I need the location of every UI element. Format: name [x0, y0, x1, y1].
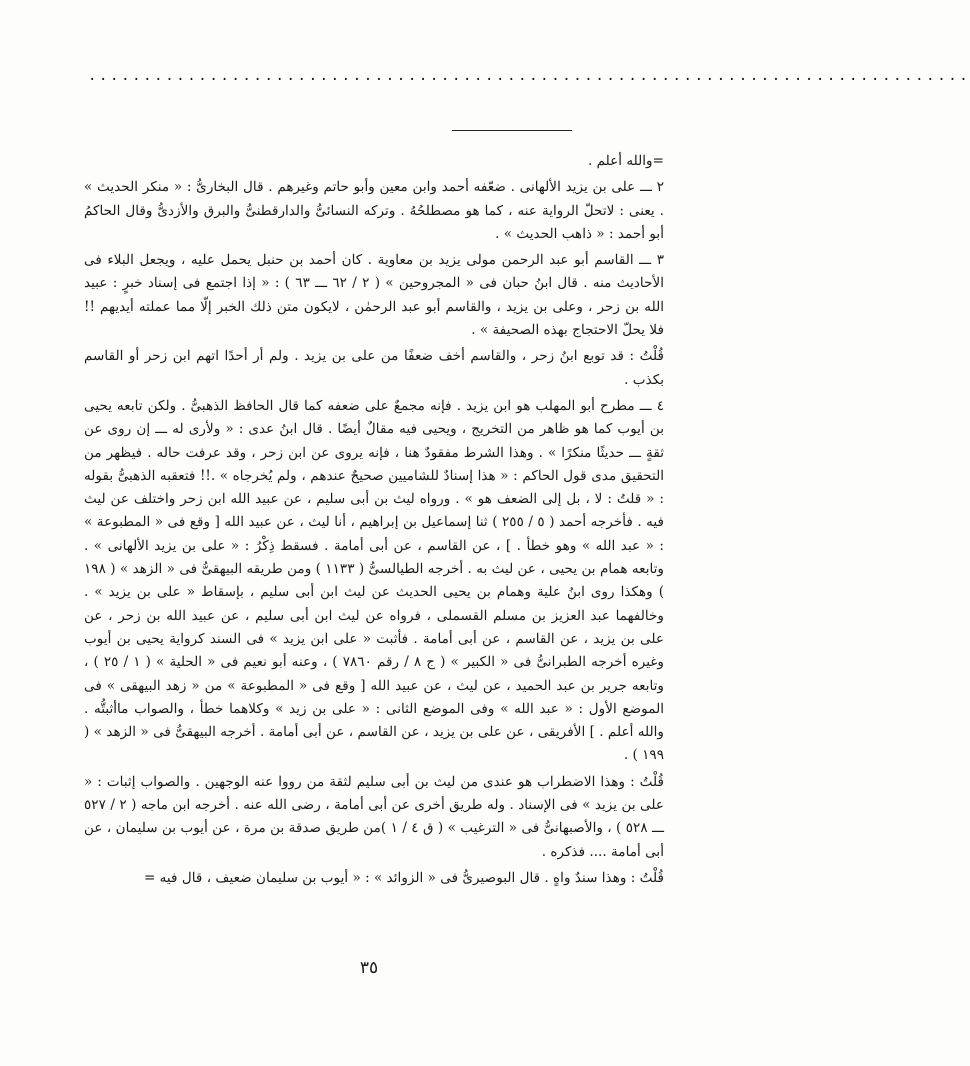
paragraph-narrator-4: ٤ ـــ مطرح أبو المهلب هو ابن يزيد . فإنه مجمعٌ على ضعفه كما قال الحافظ الذهبىُّ . ولكن تابعه يحيى بن أيوب كما هو ظاهر من التخريج ، ويحيى فيه مقالٌ أيضًا . قال ابنُ عدى : « ولأرى له ـــ إن روى عن ثقةٍ ـــ حديثًا منكرًا » . وهذا الشرط مفقودٌ هنا ، فإنه يروى عن ابن زحر ، وقد عرفت حاله . فيظهر من التحقيق مدى قول الحاكم : « هذا إسنادٌ للشاميين صحيحٌ عندهم ، ولم يُخرجاه » .!! فتعقبه الذهبىُّ بقوله : « قلتُ : لا ، بل إلى الضعف هو » . ورواه ليث بن أبى سليم ، عن عبيد الله ابن زحر واختلف عن ليث فيه . فأخرجه أحمد ( ٥ / ٢٥٥ ) ثنا إسماعيل بن إبراهيم ، أنا ليث ، عن عبيد الله [ وقع فى « المطبوعة » : « عبد الله » وهو خطأ . ] ، عن القاسم ، عن أبى أمامة . فسقط ذِكْرُ : « على بن يزيد الألهانى » . وتابعه همام بن يحيى ، عن ليث به . أخرجه الطيالسىُّ ( ١١٣٣ ) ومن طريقه البيهقىُّ فى « الزهد » ( ١٩٨ ) وهكذا روى ابنُ علية وهمام بن يحيى الحديث عن ليث ابن أبى سليم ، بإسقاط « على بن يزيد » . وخالفهما عبد العزيز بن مسلم القسملى ، فرواه عن ليث ابن أبى سليم ، عن عبيد الله بن زحر ، عن على بن يزيد ، عن القاسم ، عن أبى أمامة . فأثبت « على ابن يزيد » فى السند كرواية يحيى بن أيوب وغيره أخرجه الطبرانىُّ فى « الكبير » ( ج ٨ / رقم ٧٨٦٠ ) ، وعنه أبو نعيم فى « الحلية » ( ١ / ٢٥ ) ، وتابعه جرير بن عبد الحميد ، عن ليث ، عن عبيد الله [ وقع فى « المطبوعة » من « زهد البيهقى » فى الموضع الأول : « عبد الله » وفى الموضع الثانى : « على بن زيد » وكلاهما خطأ ، والصواب ماأثبتُّه . والله أعلم . ] الأفريقى ، عن على بن يزيد ، عن القاسم ، عن أبى أمامة . أخرجه البيهقىُّ فى « الزهد » ( ١٩٩ ) .	[84, 397, 665, 764]
dotted-rule: ................................................................................	[88, 68, 970, 84]
paragraph-narrator-3: ٣ ـــ القاسم أبو عبد الرحمن مولى يزيد بن معاوية . كان أحمد بن حنبل يحمل عليه ، ويجعل البلاء فى الأحاديث منه . قال ابنُ حبان فى « المجروحين » ( ٢ / ٦٢ ـــ ٦٣ ) : « إذا اجتمع فى إسناد خبرٍ : عبيد الله بن زحر ، وعلى بن يزيد ، والقاسم أبو عبد الرحمٰن ، لايكون متن ذلك الخبر إلّا مما عملته أيديهم !! فلا يحلّ الاحتجاج بهذه الصحيفة » .	[84, 252, 664, 339]
paragraph-comment-2: قُلْتُ : وهذا الاضطراب هو عندى من ليث بن أبى سليم لثقة من رووا عنه الوجهين . والصواب إثبات : « على بن يزيد » فى الإسناد . وله طريق أخرى عن أبى أمامة ، رضى الله عنه . أخرجه ابن ماجه ( ٢ / ٥٢٧ ـــ ٥٢٨ ) ، والأصبهانىُّ فى « الترغيب » ( ق ٤ / ١ )من طريق صدقة بن مرة ، عن أيوب بن سليمان ، عن أبى أمامة .... فذكره .	[84, 773, 664, 860]
footnote-separator	[452, 130, 572, 131]
paragraph-continuation: =والله أعلم .	[587, 153, 664, 169]
paragraph-narrator-2: ٢ ـــ على بن يزيد الألهانى . ضعّفه أحمد وابن معين وأبو حاتم وغيرهم . قال البخارىُّ : « منكر الحديث » . يعنى : لاتحلّ الرواية عنه ، كما هو مصطلحُهُ . وتركه النسائىُّ والدارقطنىُّ والبرق والأزدىُّ وقال الحاكمُ أبو أحمد : « ذاهب الحديث » .	[84, 179, 664, 242]
paragraph-comment-3: قُلْتُ : وهذا سندٌ واهٍ . قال البوصيرىُّ فى « الزوائد » : « أيوب بن سليمان ضعيف ، قال فيه =	[143, 869, 664, 886]
page-body	[84, 150, 664, 890]
page-number: ٣٥	[359, 958, 379, 978]
paragraph-comment-1: قُلْتُ : قد توبع ابنُ زحر ، والقاسم أخف ضعفًا من على بن يزيد . ولم أر أحدًا اتهم ابن زحر أو القاسم بكذب .	[84, 348, 664, 388]
